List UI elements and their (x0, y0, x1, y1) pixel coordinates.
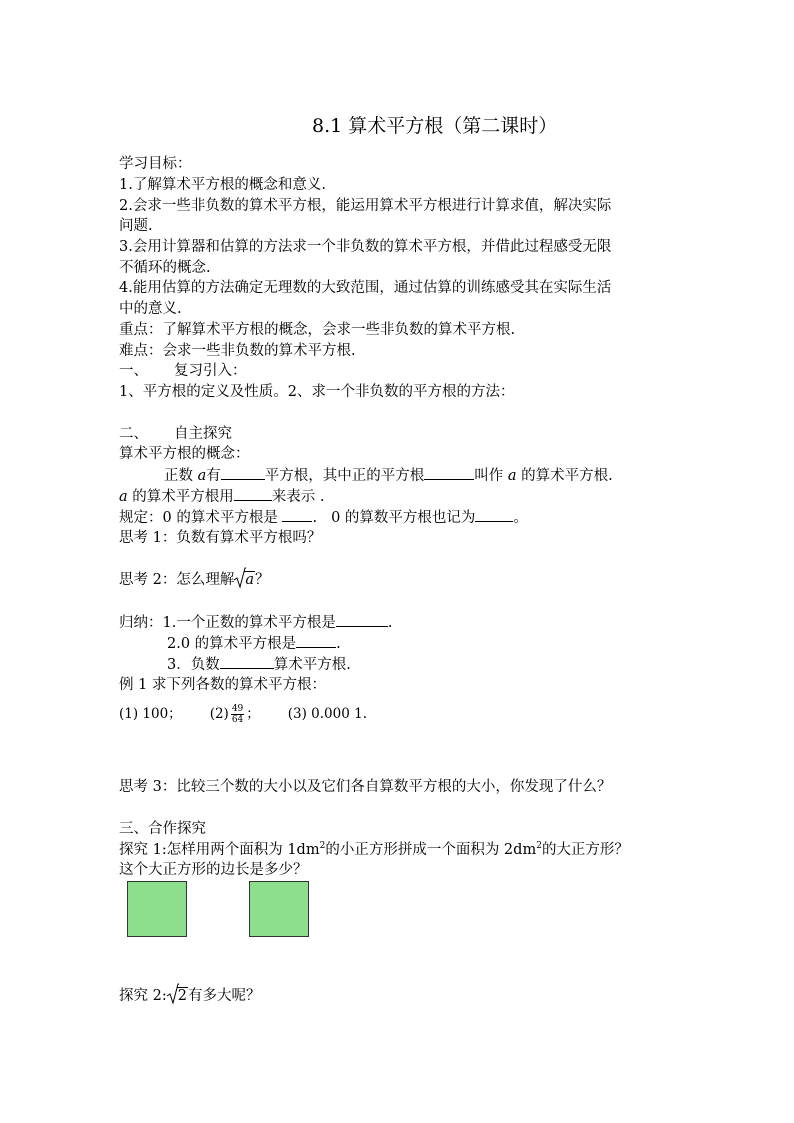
example-item-2-label: (2) (209, 706, 229, 722)
page-title: 8.1 算术平方根（第二课时） (312, 115, 558, 137)
example-1-heading: 例 1 求下列各数的算术平方根： (119, 677, 326, 693)
example-1-items: (1) 100； (2) $\frac{49}{64}$ ； (3) 0.000 1. (119, 704, 367, 725)
sqrt-a: a (234, 570, 255, 590)
objective-4-line1: 4.能用估算的方法确定无理数的大致范围，通过估算的训练感受其在实际生活 (119, 280, 612, 296)
example-item-3: (3) 0.000 1. (287, 706, 367, 722)
concept-sentence-1: 正数 a有 平方根，其中正的平方根 叫作 a 的算术平方根. (164, 465, 613, 486)
variable-a: a (119, 489, 128, 505)
fraction-49-64: $\frac{49}{64}$ (231, 704, 244, 725)
example-item-1: (1) 100； (119, 706, 182, 722)
variable-a: a (507, 468, 517, 484)
summary-2: 2.0 的算术平方根是 . (167, 633, 341, 654)
think-2: 思考 2：怎么理解 a？ (119, 570, 270, 590)
explore-2: 探究 2: 2有多大呢？ (119, 986, 260, 1006)
objective-2-line1: 2.会求一些非负数的算术平方根，能运用算术平方根进行计算求值，解决实际 (119, 198, 612, 214)
blank-8[interactable] (220, 654, 274, 669)
objective-3-line2: 不循环的概念. (119, 260, 211, 276)
explore-heading-num: 二、 (119, 426, 148, 442)
think-1: 思考 1：负数有算术平方根吗？ (119, 530, 322, 546)
sqrt-2: 2 (167, 986, 188, 1006)
objective-4-line2: 中的意义. (119, 301, 182, 317)
explore-heading (119, 424, 232, 444)
variable-a: a (197, 468, 207, 484)
objectives-heading: 学习目标： (119, 156, 192, 172)
radical-sign-icon (234, 567, 246, 589)
objective-2-line2: 问题. (119, 218, 153, 234)
explore-1-line2: 这个大正方形的边长是多少？ (119, 862, 308, 878)
key-point: 重点：了解算术平方根的概念，会求一些非负数的算术平方根. (119, 322, 516, 338)
review-heading (119, 361, 247, 381)
explore-1-line1: 探究 1:怎样用两个面积为 $1dm^2$的小正方形拼成一个面积为 $2dm^2$的大正方形？ (119, 841, 629, 858)
blank-1[interactable] (221, 465, 265, 480)
review-heading-text: 复习引入： (174, 363, 247, 379)
think-3: 思考 3：比较三个数的大小以及它们各自算数平方根的大小，你发现了什么？ (119, 779, 612, 795)
review-line: 1、平方根的定义及性质。2、求一个非负数的平方根的方法： (119, 384, 515, 400)
concept-label: 算术平方根的概念： (119, 446, 250, 462)
difficult-point: 难点：会求一些非负数的算术平方根. (119, 343, 356, 359)
small-square-left (127, 881, 187, 937)
blank-5[interactable] (475, 507, 513, 522)
summary-3: 3．负数 算术平方根. (167, 654, 351, 675)
blank-4[interactable] (282, 507, 312, 522)
objective-3-line1: 3.会用计算器和估算的方法求一个非负数的算术平方根，并借此过程感受无限 (119, 239, 612, 255)
blank-3[interactable] (234, 486, 272, 501)
coop-heading: 三、合作探究 (119, 821, 206, 837)
rule-sentence: 规定：0 的算术平方根是 . 0 的算数平方根也记为 。 (119, 507, 528, 528)
small-square-right (249, 881, 309, 937)
blank-2[interactable] (424, 465, 474, 480)
radical-sign-icon (167, 983, 179, 1005)
objective-1: 1.了解算术平方根的概念和意义. (119, 177, 326, 193)
concept-sentence-2: a 的算术平方根用 来表示 . (119, 486, 324, 507)
summary-1: 归纳：1.一个正数的算术平方根是 . (119, 612, 392, 633)
explore-heading-text: 自主探究 (174, 426, 232, 442)
blank-6[interactable] (336, 612, 388, 627)
review-heading-num: 一、 (119, 363, 148, 379)
blank-7[interactable] (296, 633, 336, 648)
